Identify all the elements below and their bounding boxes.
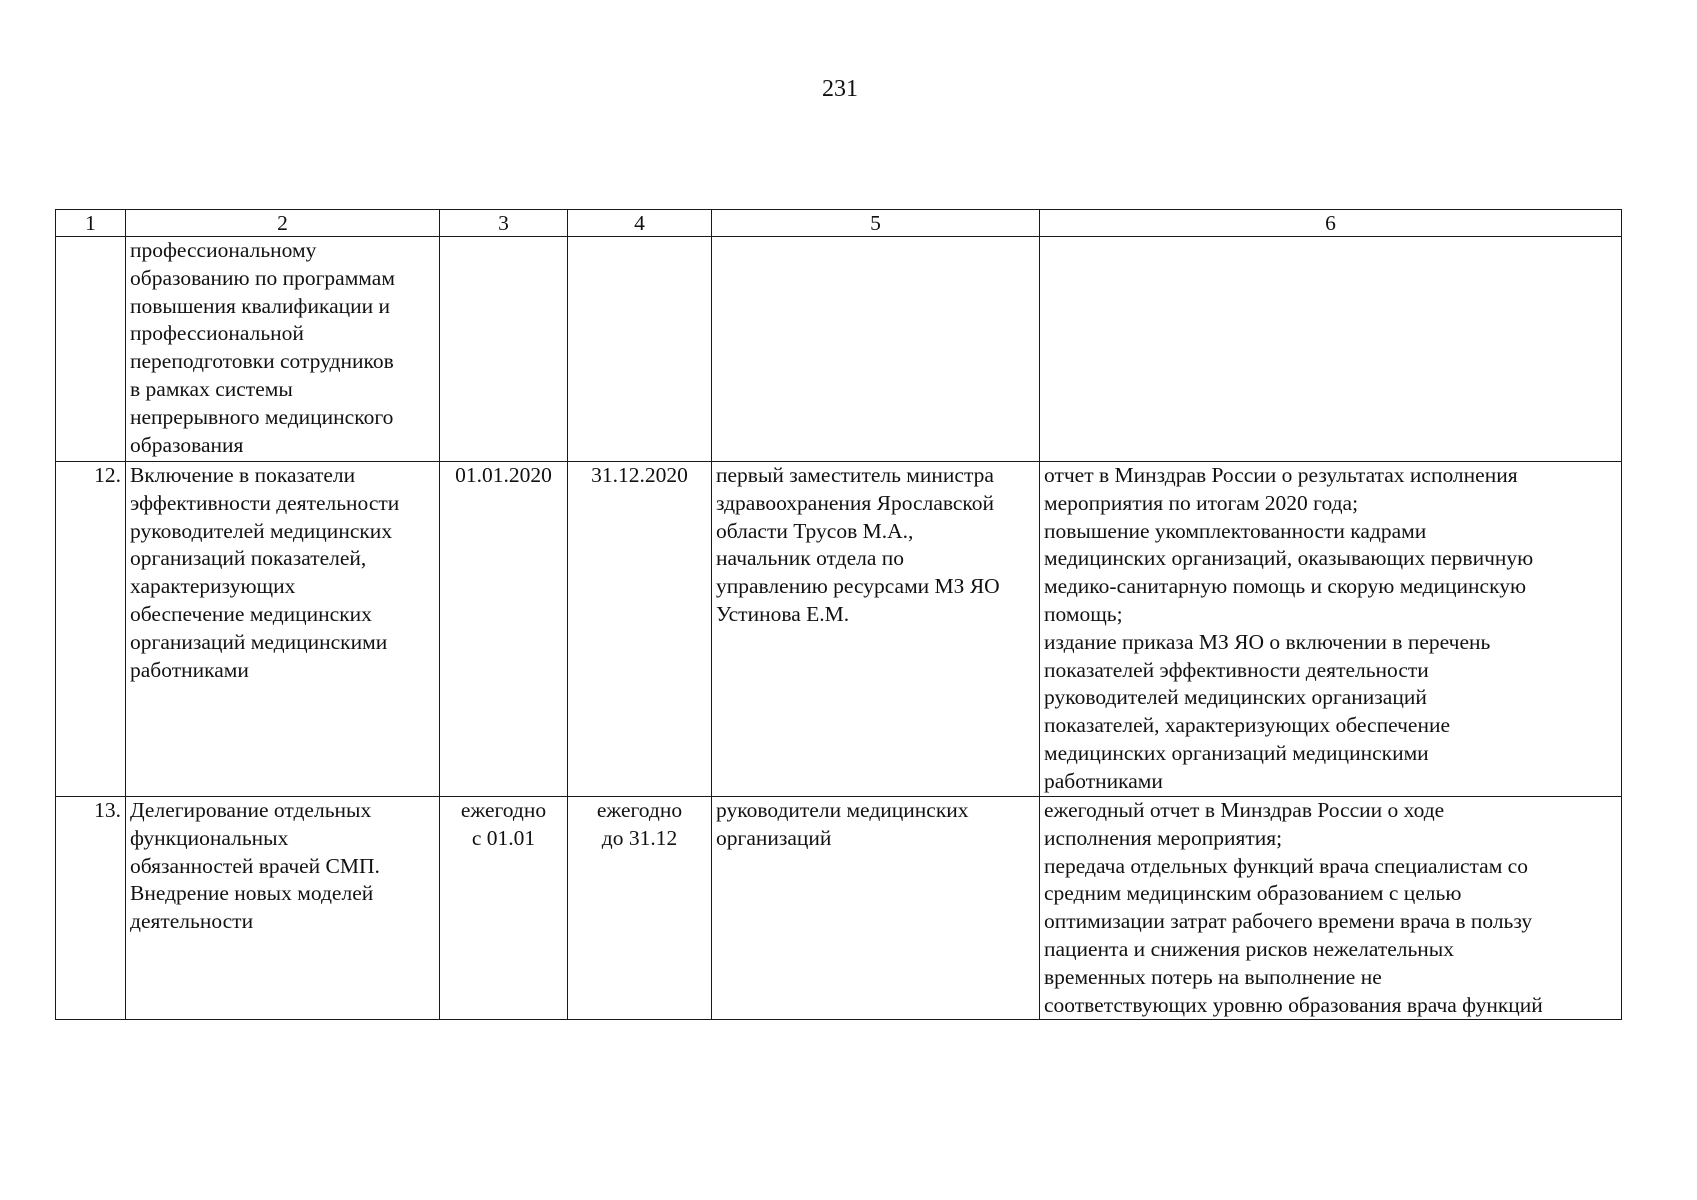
- activity-cell: Делегирование отдельных функциональных обязанностей врачей СМП. Внедрение новых моделей деятельности: [126, 797, 440, 1020]
- table-header: [56, 210, 1622, 237]
- activity-cell: профессиональному образованию по программам повышения квалификации и профессиональной переподготовки сотрудников в рамках системы непрерывного медицинского образования: [126, 237, 440, 462]
- header-row: [56, 210, 1622, 237]
- header-col-5: 5: [712, 210, 1040, 237]
- table-body: [56, 237, 1622, 1020]
- row-number: [56, 237, 126, 462]
- row-number: 12.: [56, 462, 126, 797]
- start-date-cell: ежегодно с 01.01: [440, 797, 568, 1020]
- header-col-4: 4: [568, 210, 712, 237]
- header-col-1: 1: [56, 210, 126, 237]
- responsible-cell: [712, 237, 1040, 462]
- result-cell: отчет в Минздрав России о результатах исполнения мероприятия по итогам 2020 года; повышение укомплектованности кадрами медицинских организаций, оказывающих первичную медико-санитарную помощь и скорую медицинскую помощь; издание приказа МЗ ЯО о включении в перечень показателей эффективности деятельности руководителей медицинских организаций показателей, характеризующих обеспечение медицинских организаций медицинскими работниками: [1040, 462, 1622, 797]
- table-row: [56, 797, 1622, 1020]
- responsible-cell: руководители медицинских организаций: [712, 797, 1040, 1020]
- plan-table: [55, 209, 1622, 1020]
- end-date-cell: 31.12.2020: [568, 462, 712, 797]
- page-number: 231: [822, 76, 858, 102]
- header-col-6: 6: [1040, 210, 1622, 237]
- end-date-cell: ежегодно до 31.12: [568, 797, 712, 1020]
- result-cell: [1040, 237, 1622, 462]
- header-col-3: 3: [440, 210, 568, 237]
- start-date-cell: [440, 237, 568, 462]
- result-cell: ежегодный отчет в Минздрав России о ходе исполнения мероприятия; передача отдельных функций врача специалистам со средним медицинским образованием с целью оптимизации затрат рабочего времени врача в пользу пациента и снижения рисков нежелательных временных потерь на выполнение не соответствующих уровню образования врача функций: [1040, 797, 1622, 1020]
- table-row: [56, 237, 1622, 462]
- responsible-cell: первый заместитель министра здравоохранения Ярославской области Трусов М.А., начальник отдела по управлению ресурсами МЗ ЯО Устинова Е.М.: [712, 462, 1040, 797]
- table-row: [56, 462, 1622, 797]
- end-date-cell: [568, 237, 712, 462]
- row-number: 13.: [56, 797, 126, 1020]
- start-date-cell: 01.01.2020: [440, 462, 568, 797]
- header-col-2: 2: [126, 210, 440, 237]
- activity-cell: Включение в показатели эффективности деятельности руководителей медицинских организаций показателей, характеризующих обеспечение медицинских организаций медицинскими работниками: [126, 462, 440, 797]
